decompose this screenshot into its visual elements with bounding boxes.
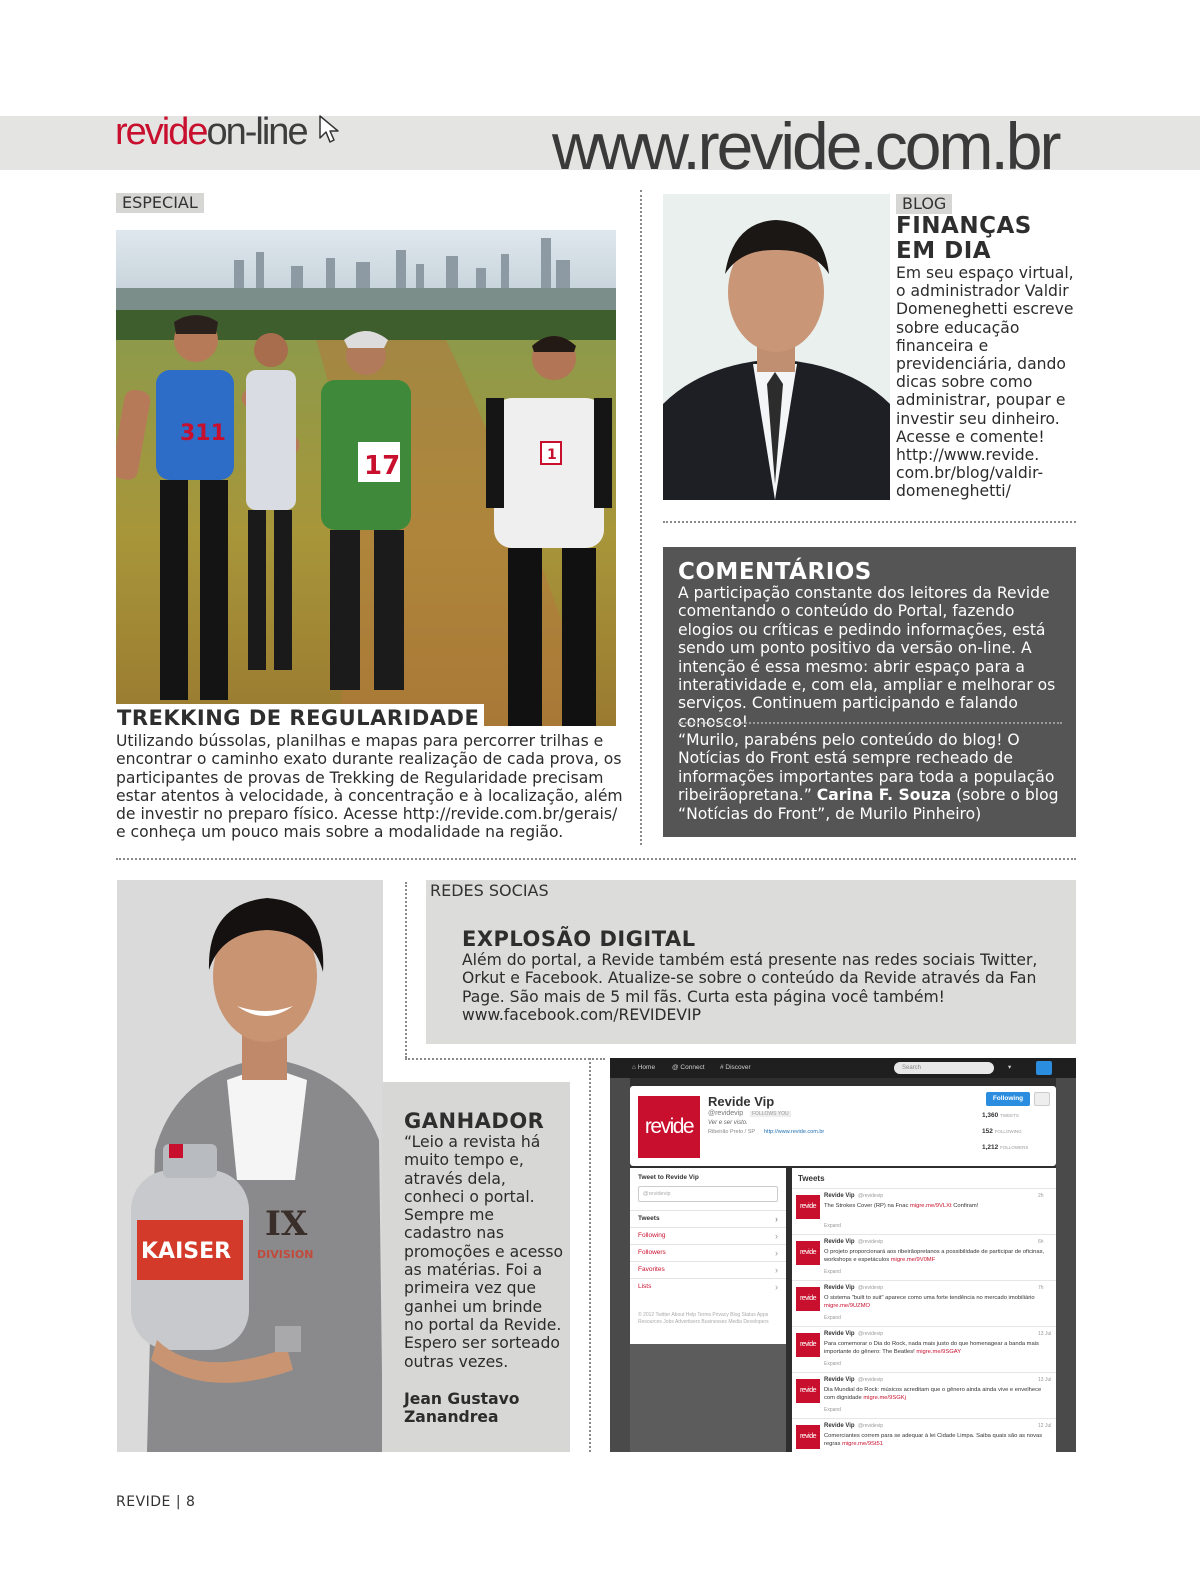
winner-photo	[117, 880, 383, 1452]
tweet-item[interactable]	[792, 1280, 1056, 1326]
tweet-text: The Strokes Cover (RP) na Fnac migre.me/9VLXt Confiram!	[824, 1203, 979, 1209]
tweet-handle: @revidevip	[858, 1239, 884, 1245]
redes-body: Além do portal, a Revide também está presente nas redes sociais Twitter, Orkut e Facebook. Atualize-se sobre o conteúdo da Revide através da Fan Page. São mais de 5 mil fãs. Curta esta página você também! www.facebook.com/REVIDEVIP	[462, 951, 1038, 1025]
tweet-item[interactable]	[792, 1372, 1056, 1418]
profile-location: Ribeirão Preto / SP	[708, 1129, 756, 1135]
tweet-time: 13 Jul	[1038, 1331, 1052, 1337]
tweet-time: 7h	[1038, 1285, 1044, 1291]
trekking-body: Utilizando bússolas, planilhas e mapas para percorrer trilhas e encontrar o caminho exato durante realização de cada prova, os participantes de provas de Trekking de Regularidade precisam estar atentos à velocidade, à concentração e à localização, além de investir no preparo físico. Acesse http://revide.com.br/gerais/ e conheça um pouco mais sobre a modalidade na região.	[116, 732, 623, 842]
mouse-cursor-icon	[318, 114, 340, 144]
divider-vertical-bottom	[589, 1058, 591, 1452]
nav-connect[interactable]: @ Connect	[672, 1064, 705, 1071]
tweet-link[interactable]: migre.me/9V0MF	[890, 1257, 936, 1263]
comments-divider	[678, 722, 1062, 724]
tweet-link[interactable]: migre.me/9SGAY	[916, 1349, 962, 1355]
tweet-text: Dia Mundial do Rock: músicos acreditam que o gênero ainda ainda vive e envelhece com dignidade migre.me/9SGKj	[824, 1387, 1042, 1401]
twitter-background-right	[1056, 1078, 1076, 1452]
blog-tag: BLOG	[896, 194, 952, 214]
divider-vertical-top	[640, 190, 642, 845]
menu-followers[interactable]: Followers ›	[630, 1244, 786, 1261]
tweet-item[interactable]	[792, 1418, 1056, 1452]
tweet-handle: @revidevip	[858, 1331, 884, 1337]
tweet-handle: @revidevip	[858, 1285, 884, 1291]
twitter-search-input[interactable]: Search	[894, 1062, 994, 1074]
tweet-avatar: revide	[796, 1287, 820, 1311]
tweet-link[interactable]: migre.me/9VLXt	[910, 1203, 952, 1209]
tweet-avatar: revide	[796, 1425, 820, 1449]
tweet-author: Revide Vip	[824, 1423, 855, 1429]
tweet-expand[interactable]: Expand	[824, 1315, 841, 1321]
tweet-author: Revide Vip	[824, 1193, 855, 1199]
trekking-title: TREKKING DE REGULARIDADE	[117, 706, 480, 730]
blog-author-photo	[663, 194, 890, 500]
blog-body: Em seu espaço virtual, o administrador Valdir Domeneghetti escreve sobre educação financeira e previdenciária, dando dicas sobre como administrar, poupar e investir seu dinheiro. Acesse e comente! http://www.revide. com.br/blog/valdir-domeneghetti/	[896, 264, 1074, 501]
twitter-profile-card	[630, 1086, 1056, 1166]
shirt-subtext: DIVISION	[257, 1248, 314, 1261]
tweet-text: O sistema "built to suit" aparece como uma forte tendência no mercado imobiliário migre.me/9UZMO	[824, 1295, 1035, 1309]
tweet-expand[interactable]: Expand	[824, 1361, 841, 1367]
tweet-avatar: revide	[796, 1241, 820, 1265]
timeline-title: Tweets	[798, 1174, 825, 1183]
profile-name: Revide Vip	[708, 1094, 775, 1109]
tweet-link[interactable]: migre.me/9UZMO	[824, 1303, 871, 1309]
tweet-time: 13 Jul	[1038, 1377, 1052, 1383]
blog-title-line2: EM DIA	[896, 238, 992, 264]
tweet-link[interactable]: migre.me/9SGKj	[863, 1395, 906, 1401]
footer-label: REVIDE	[116, 1494, 171, 1510]
menu-lists[interactable]: Lists ›	[630, 1278, 786, 1295]
site-url: www.revide.com.br	[552, 109, 1059, 183]
following-button[interactable]: Following	[986, 1092, 1030, 1106]
comments-body: A participação constante dos leitores da Revide comentando o conteúdo do Portal, fazendo elogios ou críticas e pedindo informações, está sendo um ponto positivo da versão on-line. A intenção é essa mesmo: abrir espaço para a interatividade e, com ela, ampliar e melhorar os serviços. Continuem participando e falando conosco!	[678, 584, 1056, 731]
tweet-to-title: Tweet to Revide Vip	[638, 1174, 699, 1181]
bib-number-3: 1	[547, 447, 557, 463]
keg-label: KAISER	[141, 1239, 232, 1264]
redes-title: EXPLOSÃO DIGITAL	[462, 927, 696, 951]
tweet-time: 6h	[1038, 1239, 1044, 1245]
nav-discover[interactable]: # Discover	[720, 1064, 751, 1071]
quote-author: Carina F. Souza	[816, 786, 952, 805]
stat-tweets[interactable]: 1,360 TWEETS	[982, 1112, 1019, 1119]
twitter-timeline	[792, 1168, 1056, 1452]
tweet-item[interactable]	[792, 1326, 1056, 1372]
divider-blog	[663, 521, 1076, 523]
redes-tag: REDES SOCIAS	[430, 881, 549, 900]
stat-followers[interactable]: 1,212 FOLLOWERS	[982, 1144, 1029, 1151]
menu-tweets[interactable]: Tweets ›	[630, 1210, 786, 1227]
divider-middle	[116, 858, 1076, 860]
tweet-expand[interactable]: Expand	[824, 1223, 841, 1229]
compose-tweet-icon[interactable]	[1036, 1061, 1052, 1075]
bib-number-2: 17	[364, 451, 401, 481]
blog-title	[896, 214, 1032, 264]
menu-following[interactable]: Following ›	[630, 1227, 786, 1244]
brand-revide: revide	[115, 111, 207, 153]
nav-home[interactable]: ⌂ Home	[632, 1064, 656, 1071]
quote-source: (sobre o blog “Notícias do Front”, de Murilo Pinheiro)	[678, 786, 1059, 823]
section-brand	[115, 108, 307, 156]
twitter-topbar	[610, 1058, 1076, 1078]
winner-title: GANHADOR	[404, 1109, 545, 1133]
tweet-avatar: revide	[796, 1333, 820, 1357]
tweet-author: Revide Vip	[824, 1239, 855, 1245]
shirt-logo: IX	[265, 1204, 308, 1244]
especial-tag: ESPECIAL	[116, 193, 204, 213]
tweet-handle: @revidevip	[858, 1193, 884, 1199]
tweet-author: Revide Vip	[824, 1285, 855, 1291]
tweet-time: 2h	[1038, 1193, 1044, 1199]
tweet-avatar: revide	[796, 1379, 820, 1403]
tweet-link[interactable]: migre.me/9St51	[842, 1441, 883, 1447]
tweet-item[interactable]	[792, 1188, 1056, 1234]
page-footer	[116, 1493, 195, 1511]
footer-separator: |	[175, 1494, 182, 1510]
twitter-footer-links[interactable]: © 2012 Twitter About Help Terms Privacy Blog Status Apps Resources Jobs Advertisers Businesses Media Developers	[638, 1312, 769, 1325]
twitter-background-left	[610, 1078, 630, 1452]
user-actions-button[interactable]	[1034, 1092, 1050, 1106]
winner-body: “Leio a revista há muito tempo e, através dela, conheci o portal. Sempre me cadastro nas promoções e acesso as matérias. Foi a primeira vez que ganhei um brinde no portal da Revide. Espero ser sorteado outras vezes.	[404, 1133, 564, 1371]
comments-title: COMENTÁRIOS	[678, 559, 872, 585]
twitter-screenshot	[610, 1058, 1076, 1452]
page-number: 8	[186, 1494, 196, 1510]
tweet-handle: @revidevip	[858, 1377, 884, 1383]
tweet-expand[interactable]: Expand	[824, 1407, 841, 1413]
winner-name: Jean Gustavo Zanandrea	[404, 1390, 520, 1427]
profile-tagline: Ver e ser visto.	[708, 1120, 748, 1126]
tweet-text: O projeto proporcionará aos ribeirãopretanos a possibilidade de participar de oficinas, workshops e espetáculos migre.me/9V0MF	[824, 1249, 1045, 1263]
blog-title-line1: FINANÇAS	[896, 213, 1032, 239]
tweet-avatar: revide	[796, 1195, 820, 1219]
twitter-background-collage	[630, 1344, 786, 1452]
stat-following[interactable]: 152 FOLLOWING	[982, 1128, 1022, 1135]
tweet-author: Revide Vip	[824, 1377, 855, 1383]
divider-redes-left	[405, 882, 407, 1058]
quote-text: “Murilo, parabéns pelo conteúdo do blog! O Notícias do Front está sempre recheado de informações importantes para toda a população ribeirãopretana.”	[678, 731, 1055, 805]
tweet-text: Para comemorar o Dia do Rock, nada mais justo do que homenagear a banda mais importante do gênero: The Beatles! migre.me/9SGAY	[824, 1341, 1039, 1355]
follows-you-badge: FOLLOWS YOU	[752, 1111, 789, 1117]
profile-link[interactable]: http://www.revide.com.br	[764, 1129, 825, 1135]
twitter-sidebar	[630, 1168, 786, 1344]
user-menu-icon[interactable]: ▾	[1008, 1064, 1012, 1071]
brand-online: on-line	[206, 111, 307, 153]
tweet-to-input[interactable]: @revidevip	[638, 1186, 778, 1202]
trekking-photo	[116, 230, 616, 726]
tweet-handle: @revidevip	[858, 1423, 884, 1429]
tweet-expand[interactable]: Expand	[824, 1269, 841, 1275]
bib-number-1: 311	[180, 421, 226, 446]
comments-quote	[678, 731, 1070, 823]
revide-avatar: revide	[638, 1096, 700, 1158]
divider-redes-bottom	[405, 1058, 605, 1060]
menu-favorites[interactable]: Favorites ›	[630, 1261, 786, 1278]
tweet-text: Comerciantes correm para se adequar à lei Cidade Limpa. Saiba quais são as novas regras migre.me/9St51	[824, 1433, 1043, 1447]
profile-handle: @revidevip	[708, 1110, 744, 1117]
tweet-author: Revide Vip	[824, 1331, 855, 1337]
tweet-item[interactable]	[792, 1234, 1056, 1280]
tweet-time: 12 Jul	[1038, 1423, 1052, 1429]
